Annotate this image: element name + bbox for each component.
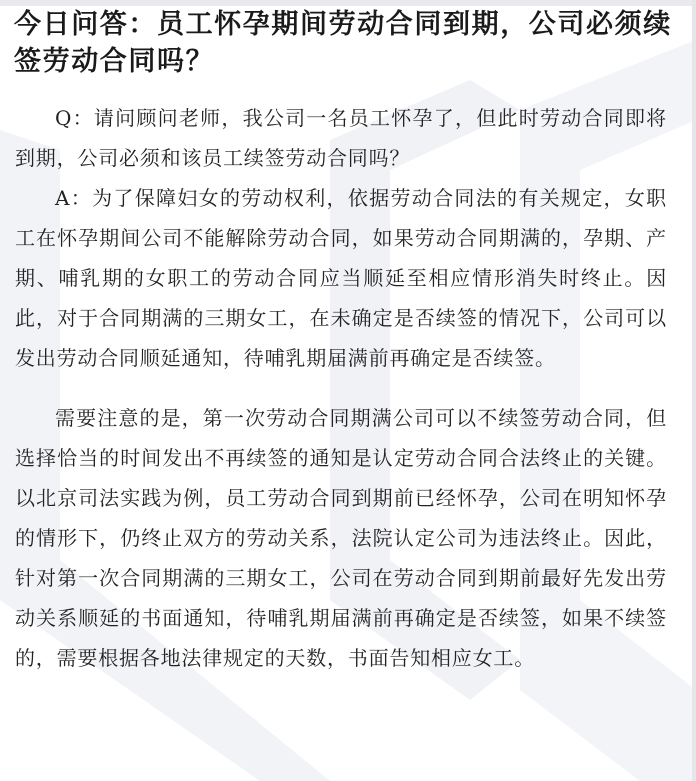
- article-body: [15, 98, 667, 678]
- article-title: 今日问答：员工怀孕期间劳动合同到期，公司必须续签劳动合同吗？: [14, 9, 672, 77]
- answer-paragraph: A：为了保障妇女的劳动权利，依据劳动合同法的有关规定，女职工在怀孕期间公司不能解除劳动合同，如果劳动合同期满的，孕期、产期、哺乳期的女职工的劳动合同应当顺延至相应情形消失时终止。因此，对于合同期满的三期女工，在未确定是否续签的情况下，公司可以发出劳动合同顺延通知，待哺乳期届满前再确定是否续签。: [15, 186, 667, 370]
- note-paragraph: 需要注意的是，第一次劳动合同期满公司可以不续签劳动合同，但选择恰当的时间发出不再续签的通知是认定劳动合同合法终止的关键。以北京司法实践为例，员工劳动合同到期前已经怀孕，公司在明知怀孕的情形下，仍终止双方的劳动关系，法院认定公司为违法终止。因此，针对第一次合同期满的三期女工，公司在劳动合同到期前最好先发出劳动关系顺延的书面通知，待哺乳期届满前再确定是否续签，如果不续签的，需要根据各地法律规定的天数，书面告知相应女工。: [15, 406, 667, 670]
- question-paragraph: Q：请问顾问老师，我公司一名员工怀孕了，但此时劳动合同即将到期，公司必须和该员工续签劳动合同吗？: [15, 106, 667, 170]
